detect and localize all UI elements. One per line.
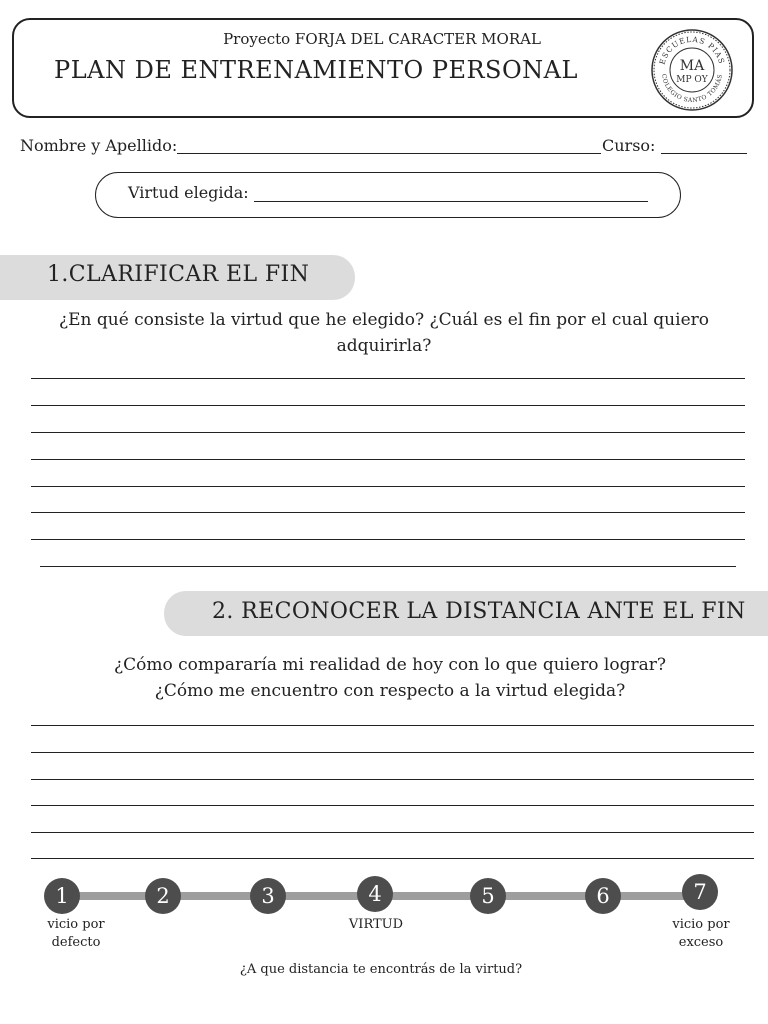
answer-line[interactable] xyxy=(31,486,745,487)
scale-right-label-line1: vicio por xyxy=(672,917,730,932)
scale-caption: ¿A que distancia te encontrás de la virtud? xyxy=(239,962,523,977)
scale-right-label-line2: exceso xyxy=(678,935,724,950)
answer-line[interactable] xyxy=(31,432,745,433)
seal-bottom-text: COLEGIO SANTO TOMÁS xyxy=(660,73,724,105)
virtue-field[interactable] xyxy=(128,183,249,202)
section1-question-line1: ¿En qué consiste la virtud que he elegido? ¿Cuál es el fin por el cual quiero xyxy=(58,310,709,330)
seal-motto: MP OY xyxy=(676,75,708,85)
answer-line[interactable] xyxy=(31,405,745,406)
answer-line[interactable] xyxy=(31,459,745,460)
scale-point-4[interactable]: 4 xyxy=(357,876,393,912)
answer-line[interactable] xyxy=(31,858,754,859)
project-name: Proyecto FORJA DEL CARACTER MORAL xyxy=(223,30,541,48)
answer-line[interactable] xyxy=(31,539,745,540)
scale-point-6[interactable]: 6 xyxy=(585,878,621,914)
school-seal-icon xyxy=(650,28,734,112)
name-underline[interactable] xyxy=(177,153,601,154)
scale-right-label xyxy=(661,916,741,952)
scale-point-7[interactable]: 7 xyxy=(682,874,718,910)
header-box xyxy=(12,18,754,118)
virtue-label: Virtud elegida: xyxy=(128,183,249,202)
answer-line[interactable] xyxy=(31,378,745,379)
section1-question-line2: adquirirla? xyxy=(336,336,432,356)
virtue-underline[interactable] xyxy=(254,201,648,202)
course-field[interactable] xyxy=(602,136,655,155)
seal-monogram: MA xyxy=(679,58,705,74)
section2-question-line1: ¿Cómo compararía mi realidad de hoy con lo que quiero lograr? xyxy=(113,655,666,675)
answer-line[interactable] xyxy=(40,566,736,567)
answer-line[interactable] xyxy=(31,752,754,753)
scale-point-1[interactable]: 1 xyxy=(44,878,80,914)
answer-line[interactable] xyxy=(31,725,754,726)
answer-line[interactable] xyxy=(31,512,745,513)
section2-question xyxy=(0,652,768,704)
scale-left-label xyxy=(36,916,116,952)
scale-point-3[interactable]: 3 xyxy=(250,878,286,914)
section1-question xyxy=(0,307,768,359)
scale-left-label-line2: defecto xyxy=(51,935,101,950)
scale-point-2[interactable]: 2 xyxy=(145,878,181,914)
course-underline[interactable] xyxy=(661,153,747,154)
name-field[interactable] xyxy=(20,136,177,155)
section2-title: 2. RECONOCER LA DISTANCIA ANTE EL FIN xyxy=(212,599,746,624)
page-title: PLAN DE ENTRENAMIENTO PERSONAL xyxy=(54,56,578,84)
name-label: Nombre y Apellido: xyxy=(20,136,178,155)
section2-question-line2: ¿Cómo me encuentro con respecto a la virtud elegida? xyxy=(154,681,626,701)
seal-top-text: ESCUELAS PIAS xyxy=(657,34,727,66)
course-label: Curso: xyxy=(602,136,656,155)
answer-line[interactable] xyxy=(31,832,754,833)
scale-left-label-line1: vicio por xyxy=(47,917,105,932)
answer-line[interactable] xyxy=(31,779,754,780)
scale-point-5[interactable]: 5 xyxy=(470,878,506,914)
section1-title: 1.CLARIFICAR EL FIN xyxy=(47,262,310,287)
scale-center-label: VIRTUD xyxy=(348,917,404,932)
answer-line[interactable] xyxy=(31,805,754,806)
